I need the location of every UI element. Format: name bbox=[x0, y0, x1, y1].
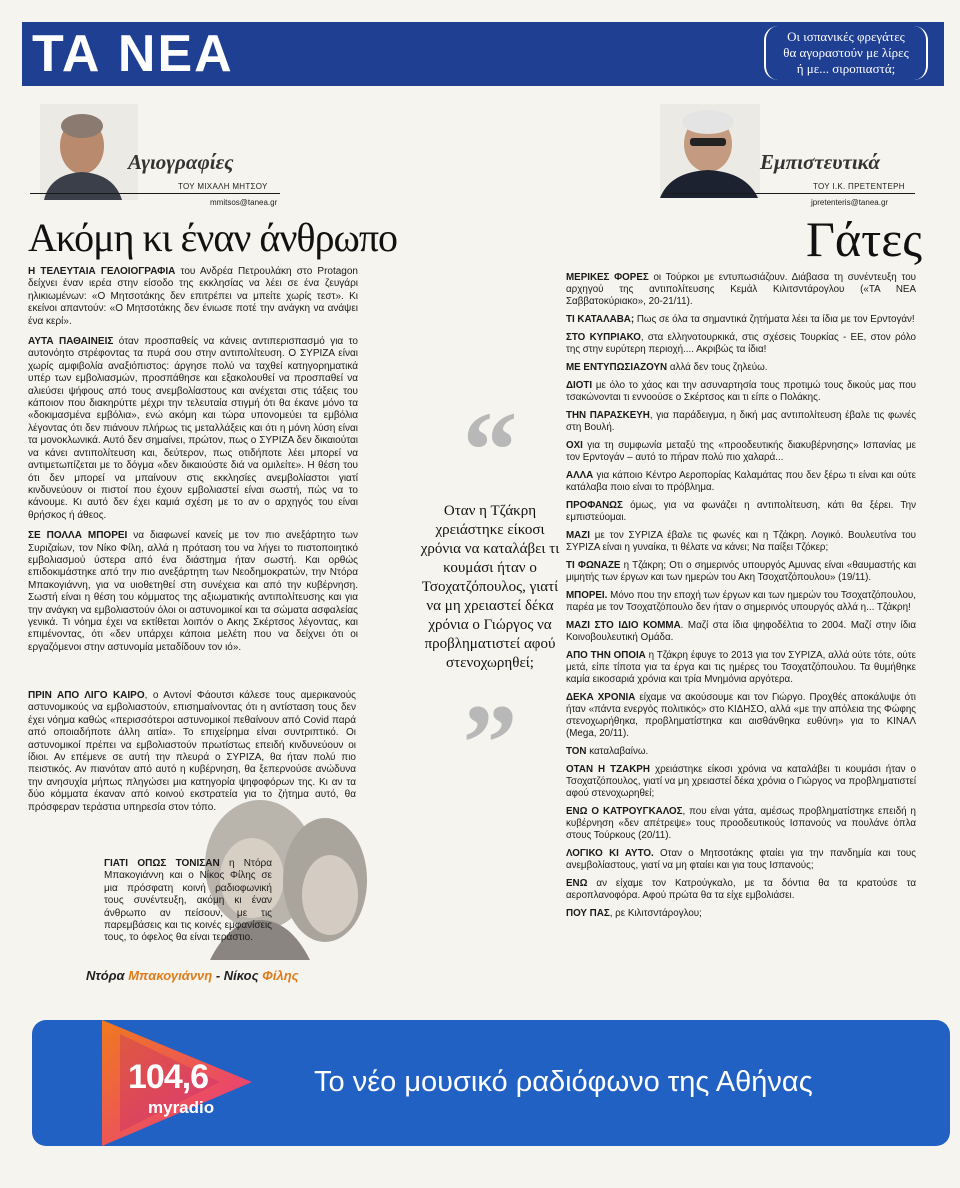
pull-quote bbox=[420, 389, 560, 804]
paragraph: ΟΤΑΝ Η ΤΖΑΚΡΗ χρειάστηκε είκοσι χρόνια να καταλάβει τι κουμάσι ήταν ο Τσοχατζόπουλος, γιατί να μη χρειαστεί δέκα χρόνια ο Γιώργος να προβληματιστεί αφού στενοχωρηθεί; bbox=[566, 764, 917, 799]
paragraph: ΠΡΟΦΑΝΩΣ όμως, για να φωνάζει η αντιπολίτευση, κάτι θα ξέρει. Την εμπιστεύομαι. bbox=[566, 500, 916, 523]
open-quote-icon: “ bbox=[462, 389, 518, 511]
paragraph: ΤΙ ΚΑΤΑΛΑΒΑ; Πως σε όλα τα σημαντικά ζητήματα λέει τα ίδια με τον Ερντογάν! bbox=[566, 314, 915, 325]
station-name: myradio bbox=[148, 1098, 215, 1117]
paragraph: ΔΕΚΑ ΧΡΟΝΙΑ είχαμε να ακούσουμε και τον Γιώργο. Προχθές αποκάλυψε ότι ήταν «πάντα ενεργός πολιτικός» στο ΚΙΔΗΣΟ, αλλά «με την απόλεια της Φώφης στενοχωρήθηκα, προβληματίστηκα και αισθάνθηκα ευθύνη» για το ΚΙΝΑΛ (Mega, 20/11). bbox=[566, 692, 916, 739]
paragraph: ΜΕ ΕΝΤΥΠΩΣΙΑΖΟΥΝ αλλά δεν τους ζηλεύω. bbox=[566, 362, 768, 373]
paragraph: ΤΟΝ καταλαβαίνω. bbox=[566, 746, 649, 757]
station-frequency: 104,6 bbox=[128, 1058, 209, 1096]
teaser-line-2: θα αγοραστούν με λίρες bbox=[783, 45, 909, 60]
ad-slogan: Το νέο μουσικό ραδιόφωνο της Αθήνας bbox=[314, 1066, 813, 1098]
newspaper-logo[interactable]: ΤΑ ΝΕΑ bbox=[32, 25, 234, 83]
masthead-bar bbox=[22, 22, 944, 86]
paragraph: ΜΑΖΙ με τον ΣΥΡΙΖΑ έβαλε τις φωνές και η Τζάκρη. Λογικό. Βουλευτίνα του ΣΥΡΙΖΑ είναι η γυναίκα, τι θέλατε να κάνει; Να παίξει Τζόκερ; bbox=[566, 530, 916, 553]
article-title-left: Ακόμη κι έναν άνθρωπο bbox=[28, 215, 398, 260]
author-portrait-mitsos bbox=[40, 104, 138, 200]
paragraph: Η ΤΕΛΕΥΤΑΙΑ ΓΕΛΟΙΟΓΡΑΦΙΑ του Ανδρέα Πετρουλάκη στο Protagon δείχνει έναν ιερέα στην είσοδο της εκκλησίας να λέει σε ένα ζευγάρι ηλικιωμένων: «Ο Μητσοτάκης δεν επιτρέπει να μπείτε χωρίς τεστ». Κι εκείνοι απαντούν: «Ο Μητσοτάκης δεν ένιωσε ποτέ την ανάγκη να ανάψει ένα κερί». bbox=[28, 266, 358, 327]
paragraph: ΓΙΑΤΙ ΟΠΩΣ ΤΟΝΙΣΑΝ η Ντόρα Μπακογιάννη και ο Νίκος Φίλης σε μια πρόσφατη κοινή ραδιοφωνική τους συνέντευξη, ακόμη κι έναν άνθρωπο αν πείσουν, με τις παρεμβάσεις και τις κοινές εμφανίσεις τους, το όφελος θα είναι τεράστιο. bbox=[104, 858, 272, 944]
paragraph: ΟΧΙ για τη συμφωνία μεταξύ της «προοδευτικής διακυβέρνησης» Ισπανίας με τον Ερντογάν – αυτό το πήραν πολύ πιο χαλαρά... bbox=[566, 440, 916, 463]
paragraph: ΜΕΡΙΚΕΣ ΦΟΡΕΣ οι Τούρκοι με εντυπωσιάζουν. Διάβασα τη συνέντευξη του αρχηγού της αντιπολίτευσης Κεμάλ Κιλιτσντάρογλου («ΤΑ ΝΕΑ Σαββατοκύριακο», 20-21/11). bbox=[566, 272, 917, 307]
paragraph: ΑΥΤΑ ΠΑΘΑΙΝΕΙΣ όταν προσπαθείς να κάνεις αντιπερισπασμό για το αυτονόητο στρέφοντας τα πυρά σου στην αντιπολίτευση. Ο ΣΥΡΙΖΑ είναι χωρίς αμφιβολία αναξιόπιστος: άργησε πολύ να ταχθεί κατηγορηματικά υπέρ των εμβολιασμών, προσπάθησε και εξακολουθεί να προσπαθεί να αλιεύσει ψήφους από τους ανεμβολίαστους και ανέχεται στις τάξεις του κάποιον που διακηρύττε μέχρι την τελευταία στιγμή ότι θα έκανε μόνο τα «δοκιμασμένα εμβόλια», ενώ ακόμη και τώρα υπονομεύει τα εμβόλια λέγοντας ότι δεν πιάνουν πλήρως τις μεταλλάξεις και ότι η μόνη λύση είναι τα μονοκλωνικά. Αυτό δεν σημαίνει, πρώτον, πως ο ΣΥΡΙΖΑ δεν δικαιούται να κάνει αντιπολίτευση και, δεύτερον, πως οτιδήποτε λέει μπορεί να αντιμετωπίζεται με το δόγμα «δεν δικαιούστε διά να ομιλείτε». Η θέση του ότι δεν μπορεί να μπαίνουν στις εκκλησίες ανεμβολίαστοι γιατί κινδυνεύουν οι πιστοί που έχουν εμβολιαστεί είναι σωστή, πώς να το κάνουμε. Κι αυτό δεν έχει καμιά σχέση με το αν ο αρχηγός του είναι θρήσκος ή άθεος. bbox=[28, 336, 358, 521]
paragraph: ΑΠΟ ΤΗΝ ΟΠΟΙΑ η Τζάκρη έφυγε το 2013 για τον ΣΥΡΙΖΑ, αλλά ούτε τότε, ούτε μετά, είπε τίποτα για τα έργα και τις ημέρες του Τσοχατζόπουλου. Τα θυμήθηκε καμία εικοσαριά χρόνια και τρία Μνημόνια αργότερα. bbox=[566, 650, 917, 685]
article-title-right: Γάτες bbox=[806, 211, 922, 267]
paragraph: ΤΗΝ ΠΑΡΑΣΚΕΥΗ, για παράδειγμα, η δική μας αντιπολίτευση έβαλε τις φωνές στη Βουλή. bbox=[566, 410, 916, 433]
paragraph: ΔΙΟΤΙ με όλο το χάος και την ασυναρτησία τους προτιμώ τους δικούς μας που τσακώνονται τι εννοούσε ο Σκέρτσος και τι είπε ο Πολάκης. bbox=[566, 380, 916, 403]
divider bbox=[665, 193, 915, 194]
column-name-right: Εμπιστευτικά bbox=[760, 150, 881, 174]
paragraph: ΜΑΖΙ ΣΤΟ ΙΔΙΟ ΚΟΜΜΑ. Μαζί στα ίδια ψηφοδέλτια το 2004. Μαζί στην ίδια Κοινοβουλευτική Ομάδα. bbox=[566, 620, 916, 643]
article-body-left bbox=[28, 266, 358, 662]
paragraph: ΕΝΩ Ο ΚΑΤΡΟΥΓΚΑΛΟΣ, που είναι γάτα, αμέσως προβληματίστηκε επειδή η κυβέρνηση «δεν απέτρεψε» τους προοδευτικούς Ισπανούς να πουλάνε όπλα στους Τούρκους (20/11). bbox=[566, 806, 916, 841]
paragraph: ΠΡΙΝ ΑΠΟ ΛΙΓΟ ΚΑΙΡΟ, ο Αντονί Φάουτσι κάλεσε τους αμερικανούς αστυνομικούς να εμβολιαστούν, επισημαίνοντας ότι η αντίσταση τους δεν έχει νόημα καθώς «περισσότεροι αστυνομικοί πεθαίνουν από Covid παρά από οποιαδήποτε άλλη αιτία». Το επιχείρημα είναι συντριπτικό. Οι αστυνομικοί πρέπει να εμβολιαστούν πρωτίστως επειδή κινδυνεύουν οι ίδιοι. Αν επέμενε σε αυτή την πλευρά ο ΣΥΡΙΖΑ, θα ήταν πολύ πιο πειστικός. Αν πιανόταν από αυτό η κυβέρνηση, θα ξεπερνούσε ανώδυνα την ανησυχία μήπως πληγώσει μια κατηγορία ψηφοφόρων της. Κι αν τα δύο κόμματα έκαναν από κοινού εκστρατεία για το ζήτημα αυτό, θα πρόσφεραν τεράστια υπηρεσία στον τόπο. bbox=[28, 690, 356, 813]
byline-right: ΤΟΥ Ι.Κ. ΠΡΕΤΕΝΤΕΡΗ bbox=[813, 182, 905, 191]
paragraph: ΣΤΟ ΚΥΠΡΙΑΚΟ, στα ελληνοτουρκικά, στις σχέσεις Τουρκίας - ΕΕ, στον ρόλο της στην ευρύτερη περιοχή.... Ακριβώς τα ίδια! bbox=[566, 332, 917, 355]
article-body-left-final bbox=[104, 858, 272, 953]
teaser-line-1: Οι ισπανικές φρεγάτες bbox=[787, 29, 905, 44]
paragraph: ΑΛΛΑ για κάποιο Κέντρο Αεροπορίας Καλαμάτας που δεν ξέρω τι είναι και ούτε κατάλαβα ποιο είναι το πρόβλημα. bbox=[566, 470, 916, 493]
close-quote-icon: ” bbox=[462, 682, 518, 804]
byline-left: ΤΟΥ ΜΙΧΑΛΗ ΜΗΤΣΟΥ bbox=[178, 182, 268, 191]
author-portrait-pretenteris bbox=[660, 104, 760, 198]
divider bbox=[30, 193, 280, 194]
pull-quote-text: Οταν η Τζάκρη χρειάστηκε είκοσι χρόνια να καταλάβει τι κουμάσι ήταν ο Τσοχατζόπουλος, γιατί να μη χρειαστεί δέκα χρόνια ο Γιώργος να προβληματιστεί αφού στενοχωρηθεί; bbox=[420, 503, 560, 671]
paragraph: ΣΕ ΠΟΛΛΑ ΜΠΟΡΕΙ να διαφωνεί κανείς με τον πιο ανεξάρτητο των Συριζαίων, τον Νίκο Φίλη, αλλά η πρόταση του να λήγει το πιστοποιητικό εμβολιασμού ύστερα από ένα διάστημα ήταν σωστή. Και ορθώς επιδοκιμάστηκε από την πιο ανεξάρτητη των Νεοδημοκρατών, την Ντόρα Μπακογιάννη, για να υιοθετηθεί στη συνέχεια και από την κυβέρνηση. Σωστή είναι η θέση του κόμματος της αξιωματικής αντιπολίτευσης και για την ανάγκη να εμβολιαστούν όλοι οι αστυνομικοί και τα σώματα ασφαλείας γενικά. Τι νόημα έχει να εκτίθεται λοιπόν ο Ακης Σκέρτσος λέγοντας, και επιμένοντας, ότι «δεν υπάρχει κάποια μελέτη που να δείχνει ότι οι εργαζόμενοι στην αστυνομία μεταδίδουν τον ιό». bbox=[28, 530, 358, 653]
article-body-right bbox=[566, 272, 916, 926]
paragraph: ΜΠΟΡΕΙ. Μόνο που την εποχή των έργων και των ημερών του Τσοχατζόπουλου, παρέα με τον Τσοχατζόπουλο δεν ήταν ο σημερινός υπουργός αλλά η... Τζάκρη! bbox=[566, 590, 916, 613]
teaser-line-3: ή με... σιροπιαστά; bbox=[796, 61, 896, 76]
paragraph: ΠΟΥ ΠΑΣ, ρε Κιλιτσντάρογλου; bbox=[566, 908, 702, 919]
paragraph: ΤΙ ΦΩΝΑΖΕ η Τζάκρη; Οτι ο σημερινός υπουργός Αμυνας είναι «θαυμαστής και μιμητής των έργων και των ημερών του Ακη Τσοχατζόπουλου» (19/11). bbox=[566, 560, 916, 583]
email-left[interactable]: mmitsos@tanea.gr bbox=[210, 198, 278, 207]
radio-advertisement[interactable] bbox=[32, 1020, 950, 1146]
header-teaser[interactable] bbox=[764, 26, 928, 80]
illustration-caption: Ντόρα Μπακογιάννη - Νίκος Φίλης bbox=[86, 968, 299, 983]
paragraph: ΕΝΩ αν είχαμε τον Κατρούγκαλο, με τα δόντια θα τα κρατούσε τα αεροπλανοφόρα. Αφού πρώτα θα τα είχε εμβολιάσει. bbox=[566, 878, 916, 901]
column-name-left: Αγιογραφίες bbox=[128, 150, 234, 174]
paragraph: ΛΟΓΙΚΟ ΚΙ ΑΥΤΟ. Οταν ο Μητσοτάκης φταίει για την πανδημία και τους ανεμβολίαστους, γιατί να μη φταίει και για τους Ισπανούς; bbox=[566, 848, 916, 871]
email-right[interactable]: jpretenteris@tanea.gr bbox=[811, 198, 889, 207]
